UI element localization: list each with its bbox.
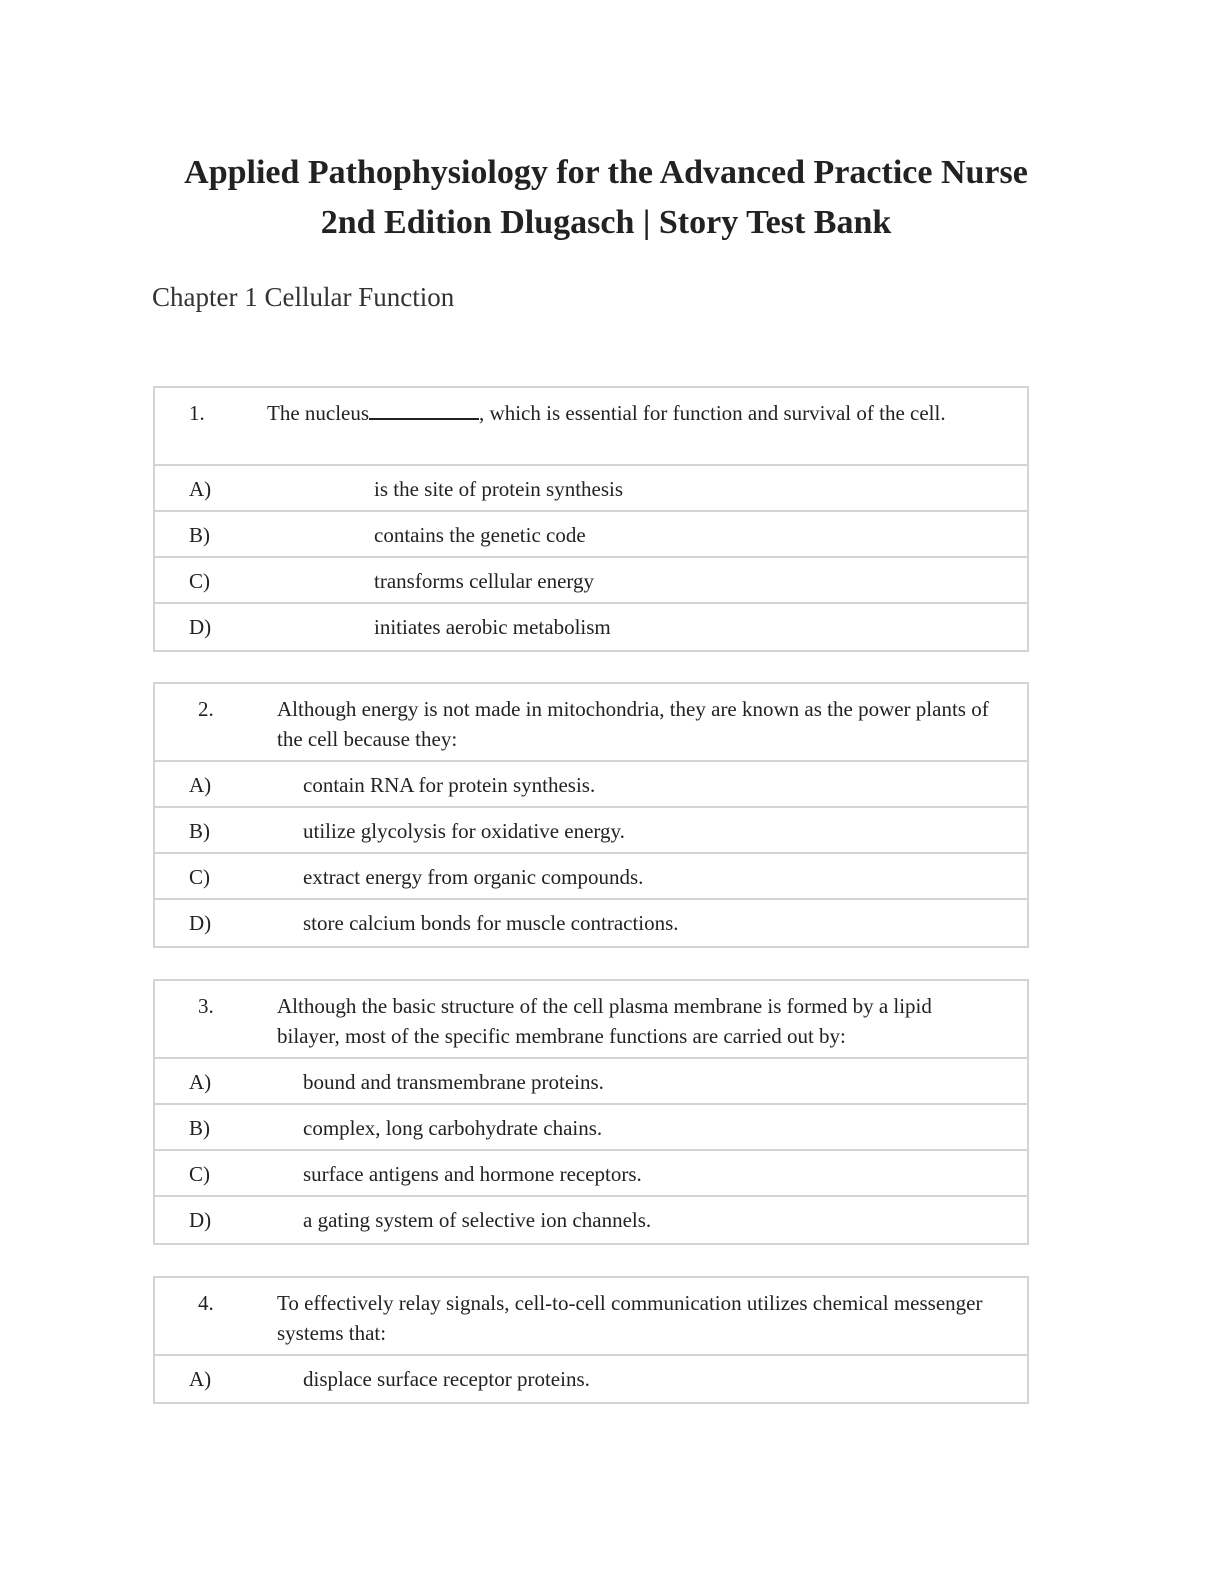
question-2-stem (155, 684, 1027, 762)
question-1-stem (155, 388, 1027, 466)
option-row (155, 1151, 1027, 1197)
option-letter: C) (189, 569, 210, 593)
question-number: 3. (198, 994, 214, 1018)
option-row (155, 466, 1027, 512)
option-text: surface antigens and hormone receptors. (303, 1162, 642, 1186)
question-3-stem (155, 981, 1027, 1059)
option-letter: A) (189, 477, 212, 501)
option-text: extract energy from organic compounds. (303, 865, 644, 889)
option-row (155, 558, 1027, 604)
option-text: contain RNA for protein synthesis. (303, 773, 596, 797)
question-4-stem (155, 1278, 1027, 1356)
question-2-table (153, 682, 1029, 948)
option-row (155, 512, 1027, 558)
question-3-table (153, 979, 1029, 1245)
option-row (155, 1356, 1027, 1402)
option-letter: A) (189, 773, 212, 797)
option-letter: B) (189, 523, 210, 547)
option-text: store calcium bonds for muscle contractions. (303, 911, 679, 935)
option-letter: D) (189, 1208, 212, 1232)
question-number: 4. (198, 1291, 214, 1315)
option-row (155, 900, 1027, 946)
question-number: 2. (198, 697, 214, 721)
option-text: displace surface receptor proteins. (303, 1367, 590, 1391)
chapter-heading: Chapter 1 Cellular Function (152, 282, 455, 312)
option-row (155, 1197, 1027, 1243)
question-text: The nucleus , which is essential for function and survival of the cell. (267, 401, 946, 425)
option-row (155, 1059, 1027, 1105)
option-text: is the site of protein synthesis (374, 477, 624, 501)
option-text: initiates aerobic metabolism (374, 615, 611, 639)
option-text: utilize glycolysis for oxidative energy. (303, 819, 625, 843)
option-letter: C) (189, 865, 210, 889)
option-row (155, 808, 1027, 854)
option-text: contains the genetic code (374, 523, 586, 547)
option-letter: D) (189, 911, 212, 935)
option-letter: B) (189, 819, 210, 843)
question-text: Although energy is not made in mitochondria, they are known as the power plants of the cell because they: (277, 697, 989, 751)
option-letter: A) (189, 1070, 212, 1094)
question-text: To effectively relay signals, cell-to-cell communication utilizes chemical messenger systems that: (277, 1291, 983, 1345)
title-line-1: Applied Pathophysiology for the Advanced Practice Nurse (184, 154, 1028, 191)
answer-blank (369, 400, 479, 420)
option-row (155, 1105, 1027, 1151)
question-text: Although the basic structure of the cell plasma membrane is formed by a lipid bilayer, most of the specific membrane functions are carried out by: (277, 994, 932, 1048)
document-title (0, 148, 1212, 248)
option-row (155, 604, 1027, 650)
title-line-2: 2nd Edition Dlugasch | Story Test Bank (320, 204, 892, 241)
question-4-table (153, 1276, 1029, 1404)
question-number: 1. (189, 401, 205, 425)
option-row (155, 762, 1027, 808)
question-1-table (153, 386, 1029, 652)
option-row (155, 854, 1027, 900)
option-letter: A) (189, 1367, 212, 1391)
option-letter: C) (189, 1162, 210, 1186)
option-letter: B) (189, 1116, 210, 1140)
option-text: transforms cellular energy (374, 569, 595, 593)
option-text: complex, long carbohydrate chains. (303, 1116, 603, 1140)
option-text: a gating system of selective ion channels. (303, 1208, 652, 1232)
option-text: bound and transmembrane proteins. (303, 1070, 604, 1094)
option-letter: D) (189, 615, 212, 639)
